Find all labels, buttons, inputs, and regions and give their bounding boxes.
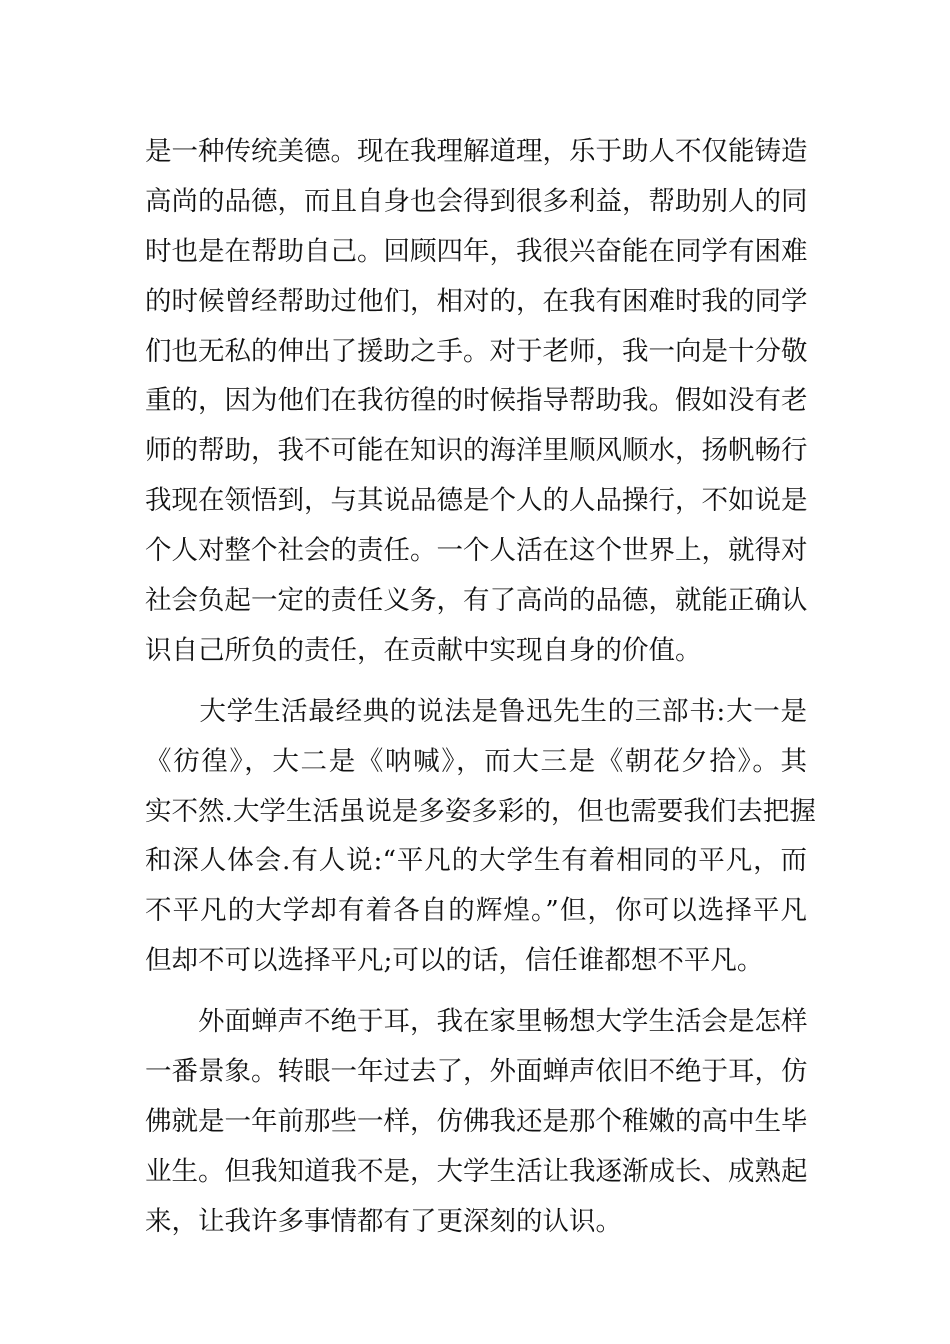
text-line: 佛就是一年前那些一样，仿佛我还是那个稚嫩的高中生毕 — [145, 1105, 808, 1137]
text-line: 实不然.大学生活虽说是多姿多彩的，但也需要我们去把握 — [145, 795, 816, 827]
document-body — [145, 127, 816, 1247]
text-line: 们也无私的伸出了援助之手。对于老师，我一向是十分敬 — [145, 335, 808, 367]
text-line: 重的，因为他们在我彷徨的时候指导帮助我。假如没有老 — [145, 385, 808, 417]
text-line: 《彷徨》，大二是《呐喊》，而大三是《朝花夕拾》。其 — [145, 745, 807, 777]
text-line: 高尚的品德，而且自身也会得到很多利益，帮助别人的同 — [145, 185, 808, 217]
text-line: 但却不可以选择平凡;可以的话，信任谁都想不平凡。 — [145, 945, 764, 977]
text-line: 识自己所负的责任，在贡献中实现自身的价值。 — [145, 634, 702, 666]
paragraph-2 — [145, 687, 816, 986]
text-line: 是一种传统美德。现在我理解道理，乐于助人不仅能铸造 — [145, 136, 808, 167]
text-line: 和深人体会.有人说:“平凡的大学生有着相同的平凡，而 — [145, 845, 807, 877]
text-line: 外面蝉声不绝于耳，我在家里畅想大学生活会是怎样 — [145, 1006, 808, 1038]
paragraph-gap — [145, 986, 807, 997]
text-line: 业生。但我知道我不是，大学生活让我逐渐成长、成熟起 — [145, 1155, 808, 1187]
text-line: 大学生活最经典的说法是鲁迅先生的三部书:大一是 — [145, 695, 807, 727]
text-line: 一番景象。转眼一年过去了，外面蝉声依旧不绝于耳，仿 — [145, 1056, 808, 1088]
text-line: 不平凡的大学却有着各自的辉煌。”但，你可以选择平凡 — [145, 895, 807, 927]
paragraph-gap — [145, 676, 807, 687]
text-line: 社会负起一定的责任义务，有了高尚的品德，就能正确认 — [145, 585, 808, 617]
paragraph-1 — [145, 127, 807, 676]
text-line: 个人对整个社会的责任。一个人活在这个世界上，就得对 — [145, 535, 808, 567]
text-line: 我现在领悟到，与其说品德是个人的人品操行，不如说是 — [145, 485, 808, 517]
paragraph-3 — [145, 997, 807, 1246]
text-line: 时也是在帮助自己。回顾四年，我很兴奋能在同学有困难 — [145, 235, 808, 267]
text-line: 来，让我许多事情都有了更深刻的认识。 — [145, 1205, 622, 1237]
text-line: 的时候曾经帮助过他们，相对的，在我有困难时我的同学 — [145, 285, 808, 317]
text-line: 师的帮助，我不可能在知识的海洋里顺风顺水，扬帆畅行 — [145, 435, 808, 467]
